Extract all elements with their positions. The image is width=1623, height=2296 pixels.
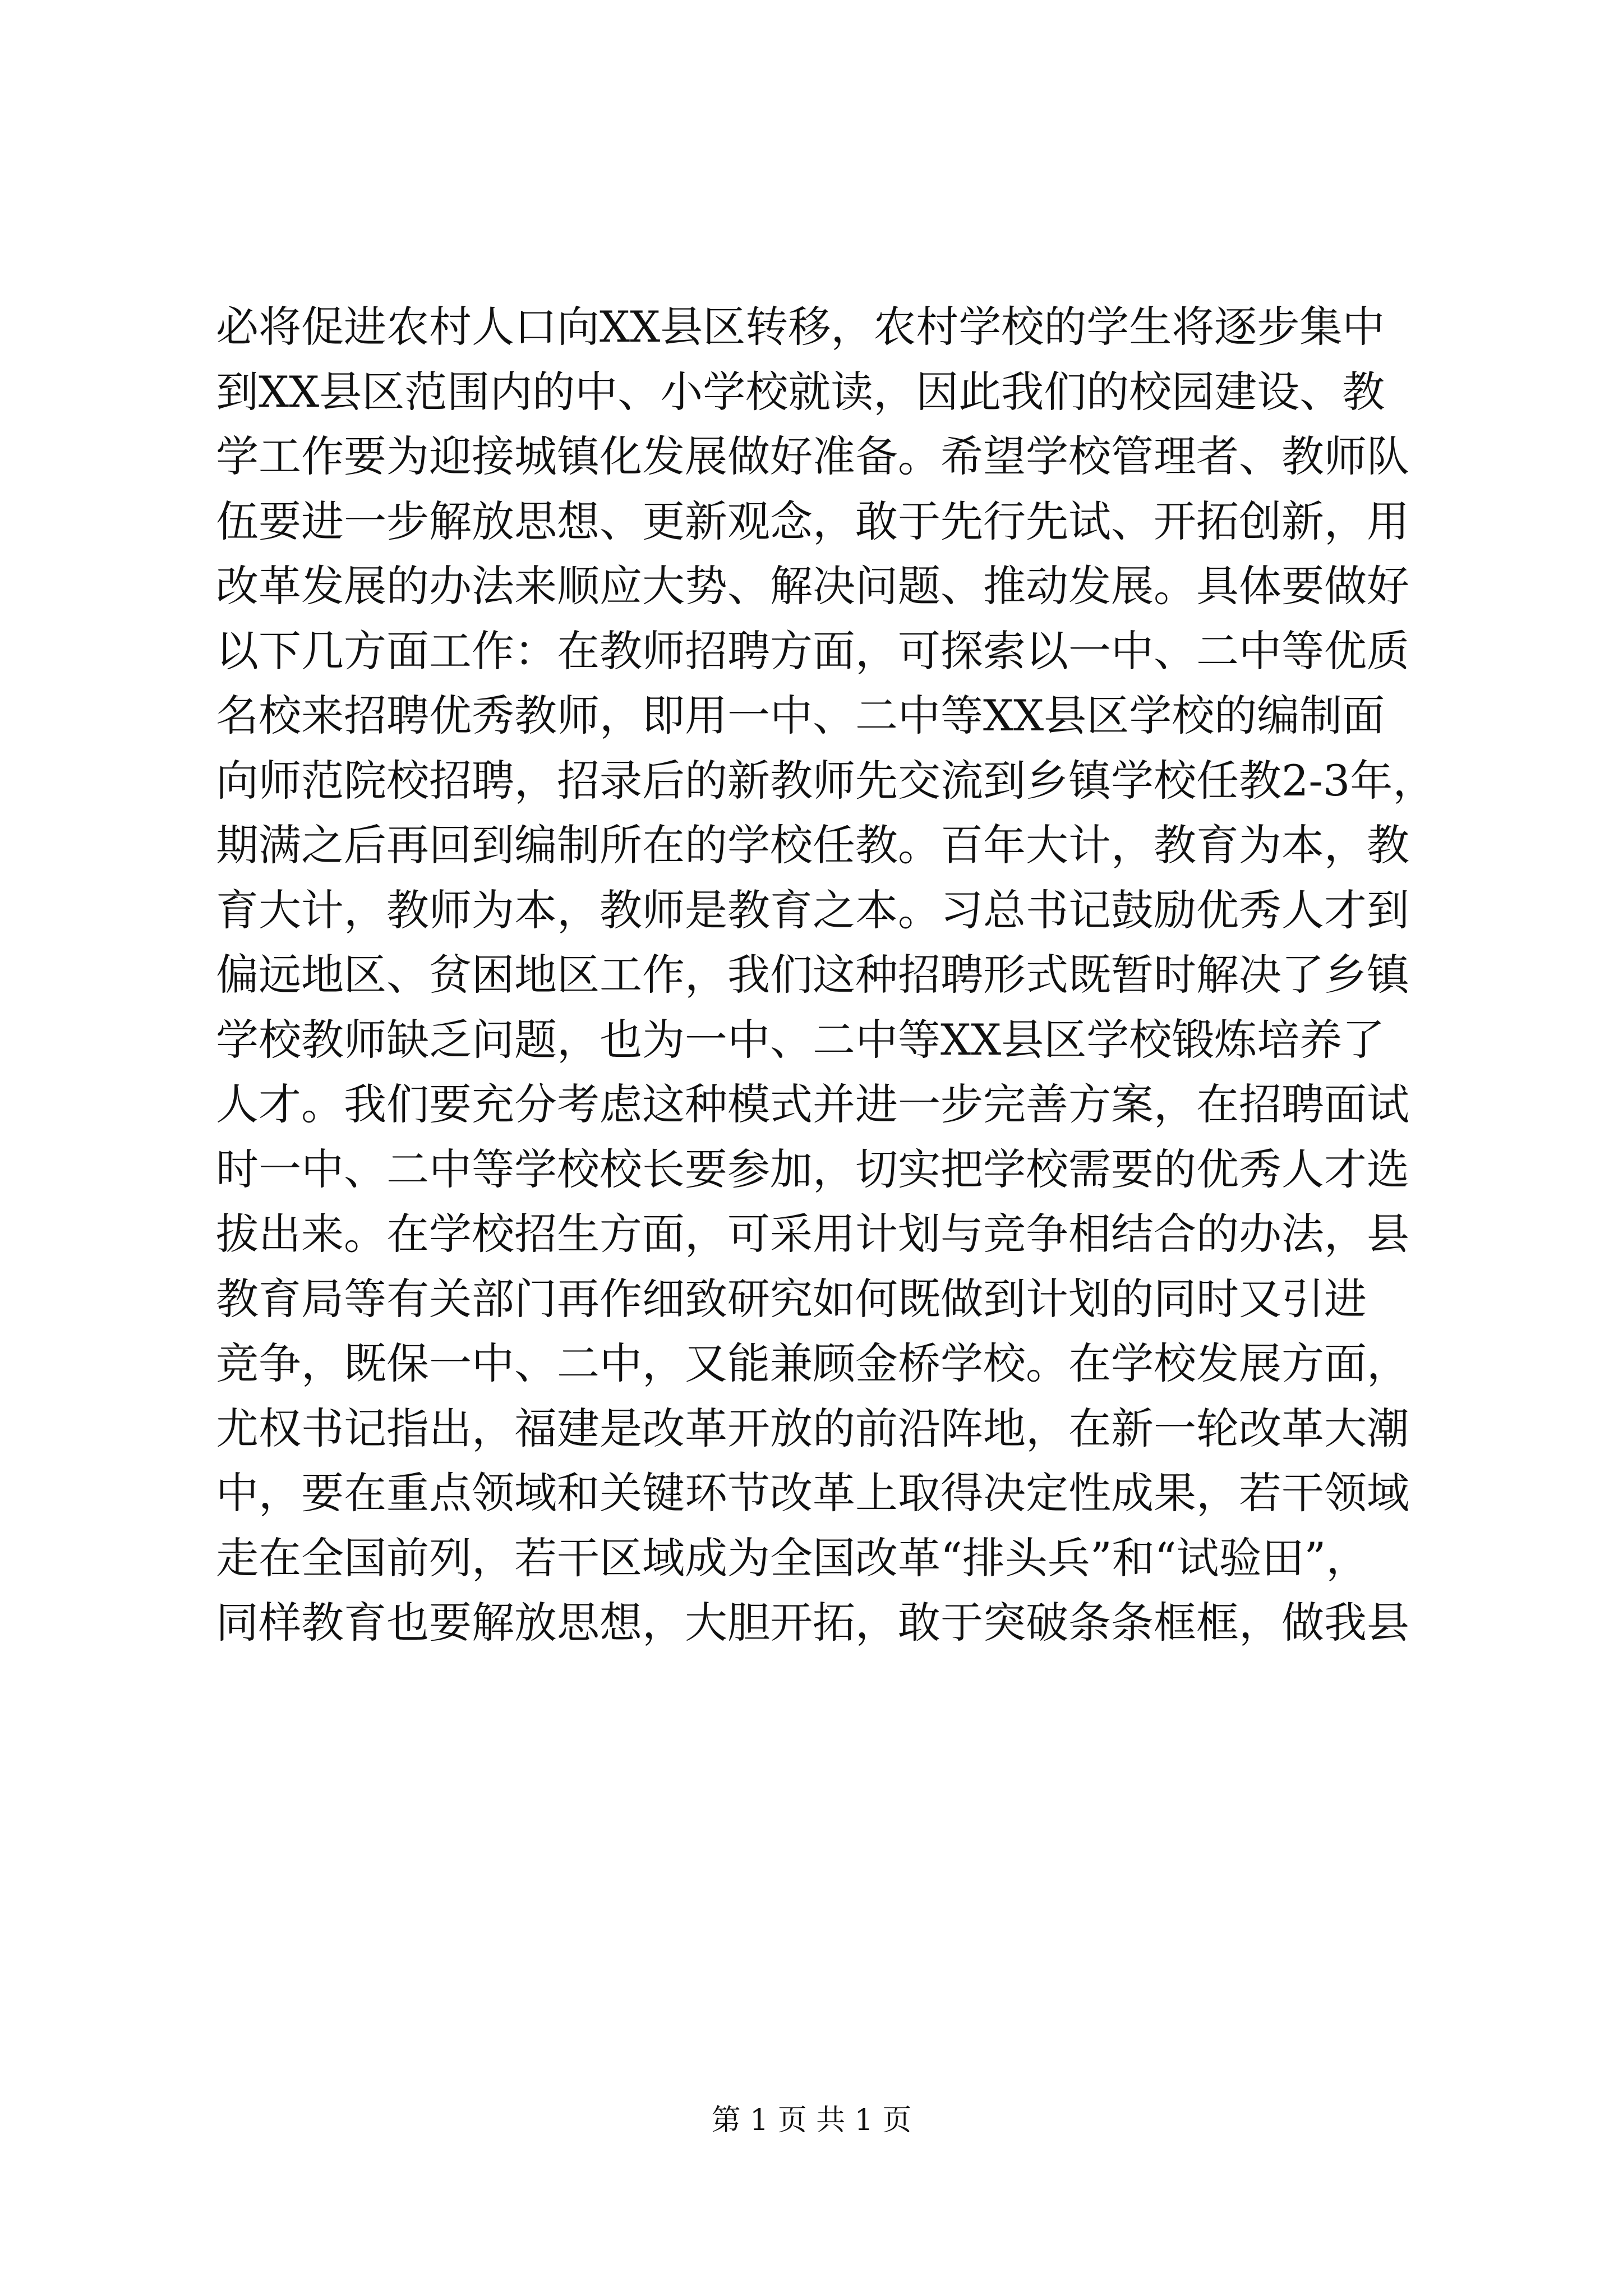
text-line: 拔出来。在学校招生方面，可采用计划与竞争相结合的办法，县: [216, 1209, 1409, 1259]
text-line: 竞争，既保一中、二中，又能兼顾金桥学校。在学校发展方面，: [216, 1338, 1409, 1388]
text-line: 向师范院校招聘，招录后的新教师先交流到乡镇学校任教2-3年，: [216, 755, 1436, 806]
text-line: 育大计，教师为本，教师是教育之本。习总书记鼓励优秀人才到: [216, 885, 1409, 935]
text-line: 中，要在重点领域和关键环节改革上取得决定性成果，若干领域: [216, 1468, 1409, 1518]
page-footer: [0, 2098, 1623, 2143]
text-line: 以下几方面工作：在教师招聘方面，可探索以一中、二中等优质: [216, 625, 1409, 676]
text-line: 伍要进一步解放思想、更新观念，敢于先行先试、开拓创新，用: [216, 496, 1409, 546]
text-line: 走在全国前列，若干区域成为全国改革“排头兵”和“试验田”，: [216, 1533, 1369, 1583]
text-line: 人才。我们要充分考虑这种模式并进一步完善方案，在招聘面试: [216, 1079, 1409, 1129]
text-line: 同样教育也要解放思想，大胆开拓，敢于突破条条框框，做我县: [216, 1598, 1409, 1648]
text-line: 期满之后再回到编制所在的学校任教。百年大计，教育为本，教: [216, 820, 1409, 870]
text-line: 尤权书记指出，福建是改革开放的前沿阵地，在新一轮改革大潮: [216, 1403, 1409, 1453]
text-line: 到XX县区范围内的中、小学校就读，因此我们的校园建设、教: [216, 366, 1385, 417]
text-line: 偏远地区、贫困地区工作，我们这种招聘形式既暂时解决了乡镇: [216, 950, 1409, 1000]
text-line: 学工作要为迎接城镇化发展做好准备。希望学校管理者、教师队: [216, 431, 1409, 481]
text-line: 时一中、二中等学校校长要参加，切实把学校需要的优秀人才选: [216, 1144, 1409, 1194]
text-line: 必将促进农村人口向XX县区转移，农村学校的学生将逐步集中: [216, 302, 1385, 352]
text-line: 改革发展的办法来顺应大势、解决问题、推动发展。具体要做好: [216, 561, 1409, 611]
text-line: 学校教师缺乏问题，也为一中、二中等XX县区学校锻炼培养了: [216, 1014, 1385, 1065]
text-line: 名校来招聘优秀教师，即用一中、二中等XX县区学校的编制面: [216, 691, 1385, 740]
page-number-label: 第 1 页 共 1 页: [711, 2104, 912, 2137]
body-text: [216, 295, 1450, 1655]
text-line: 教育局等有关部门再作细致研究如何既做到计划的同时又引进: [216, 1273, 1367, 1324]
